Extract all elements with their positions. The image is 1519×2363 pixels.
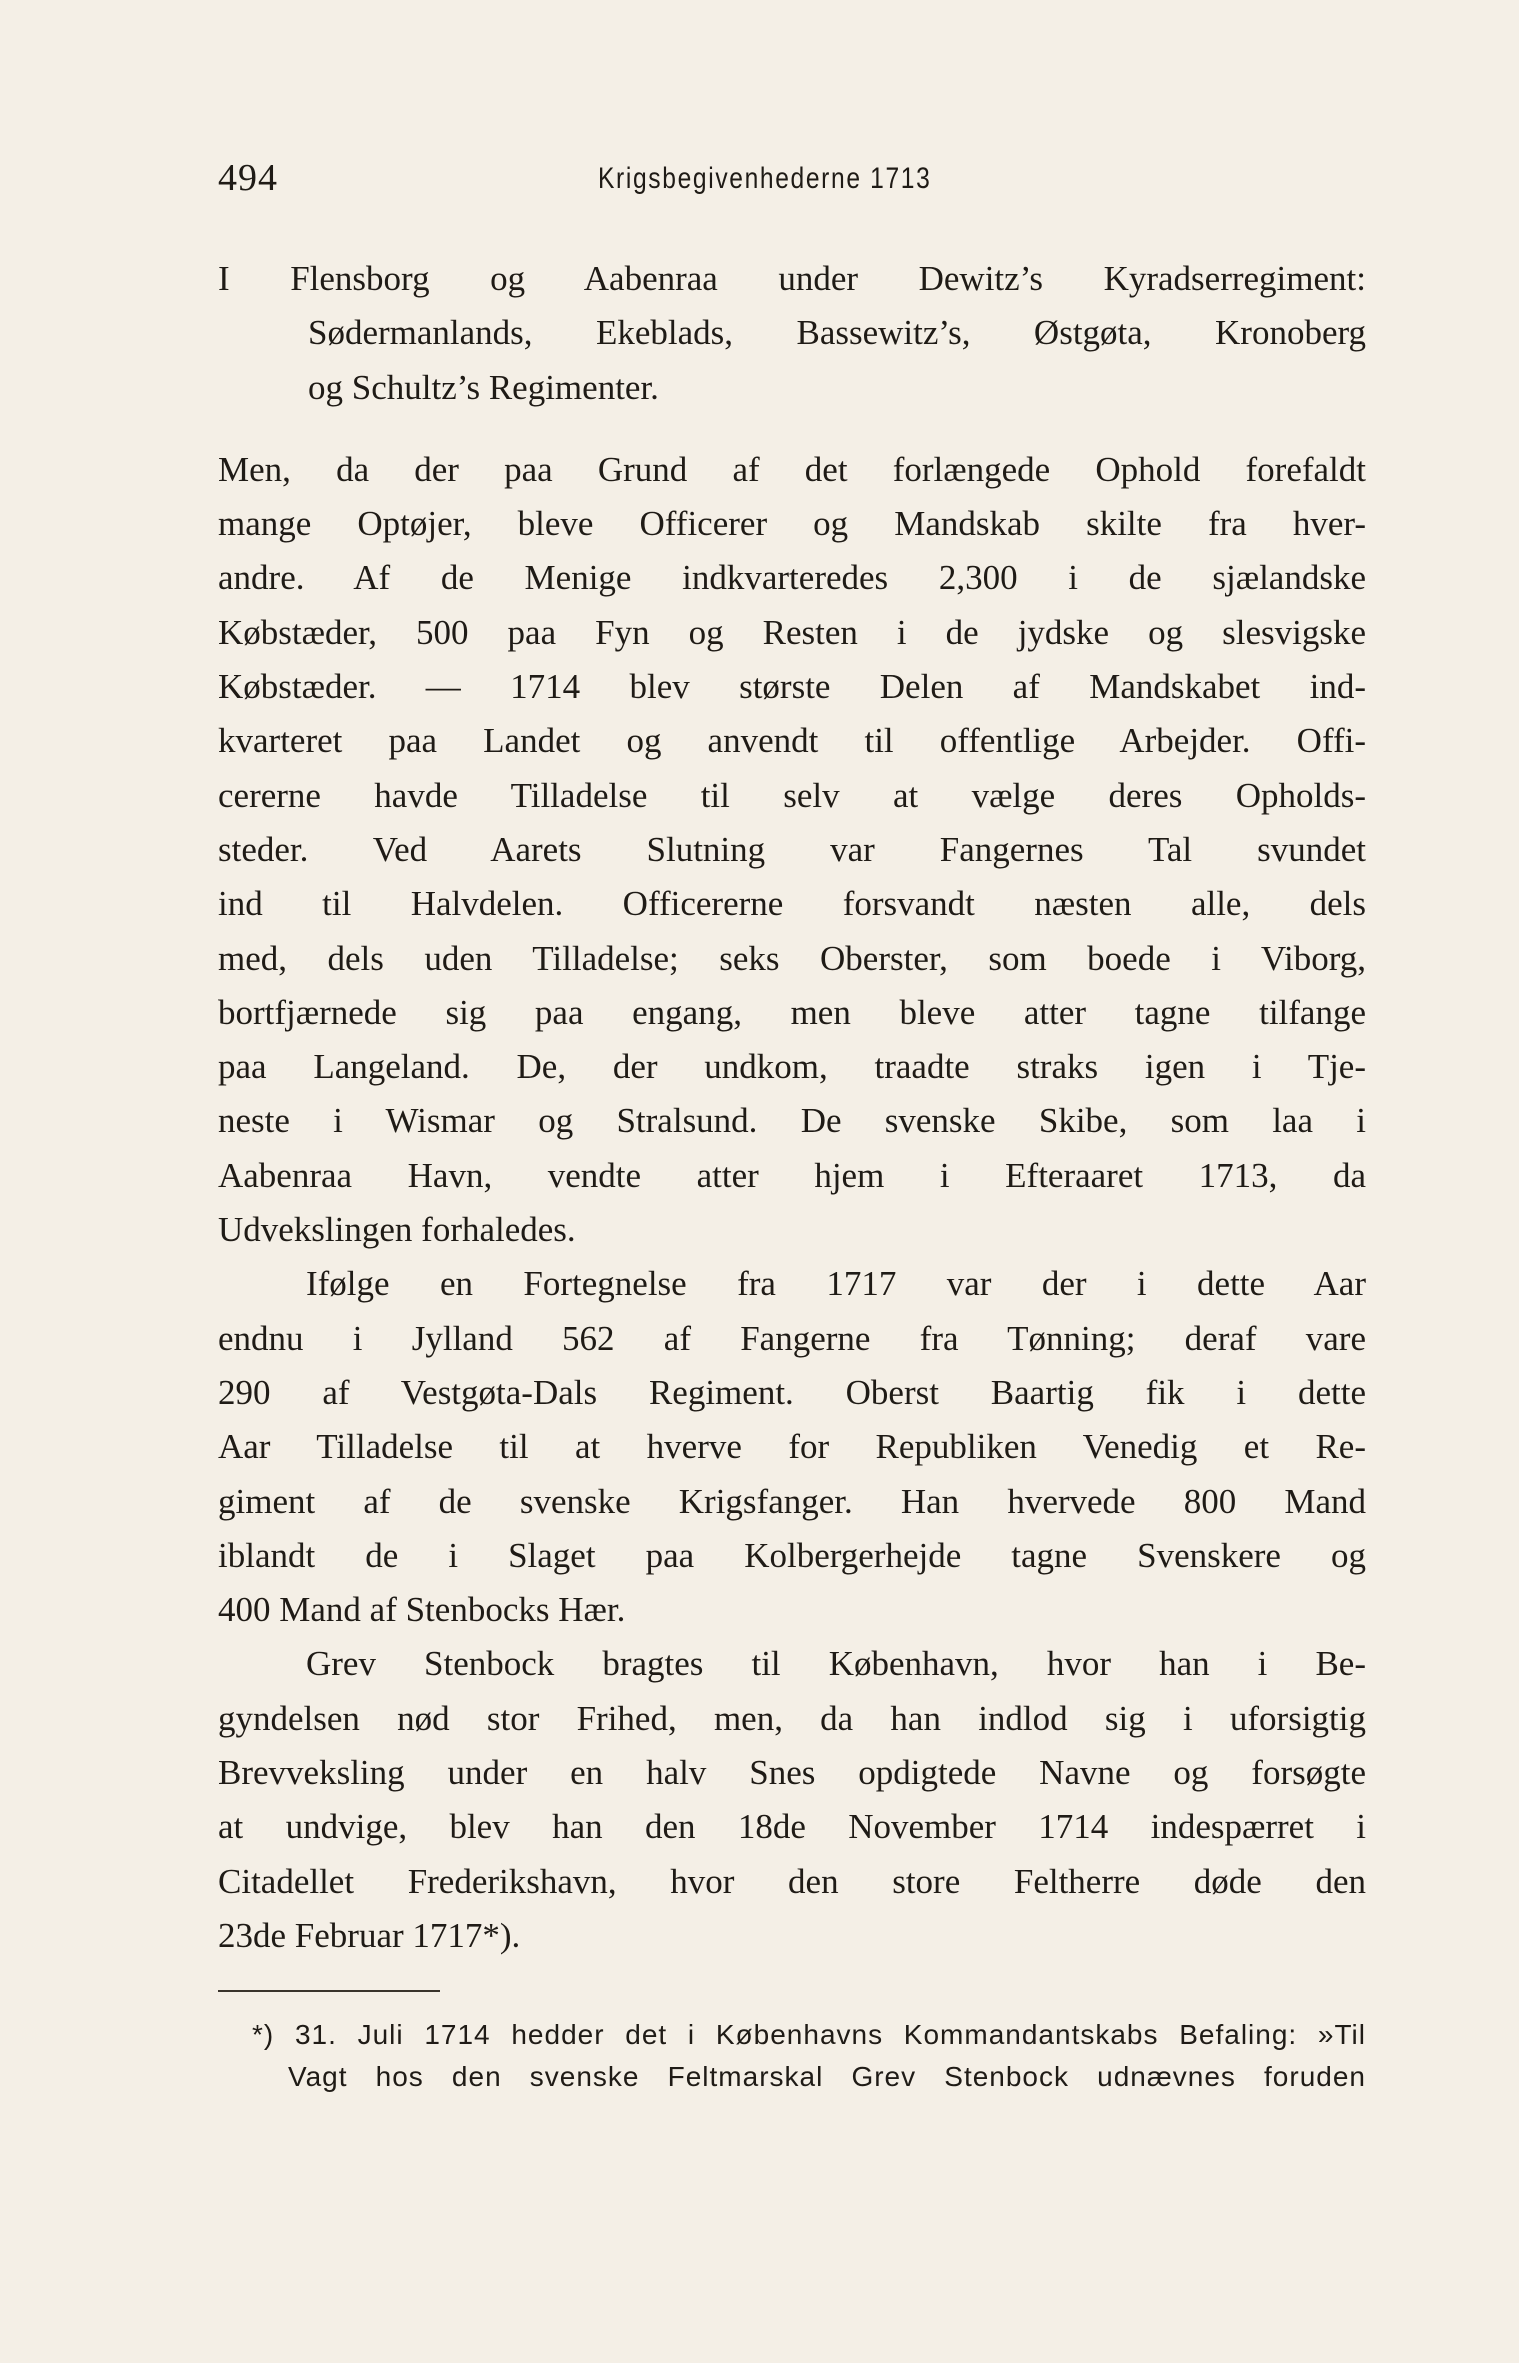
running-title: Krigsbegivenhederne 1713 bbox=[598, 162, 932, 195]
text-line: iblandt de i Slaget paa Kolbergerhejde tagne Svenskere og bbox=[218, 1535, 1366, 1575]
text-line: Ifølge en Fortegnelse fra 1717 var der i dette Aar bbox=[306, 1264, 1366, 1304]
text-line: I Flensborg og Aabenraa under Dewitz’s Kyradserregiment: bbox=[218, 259, 1366, 298]
footnote-line: *) 31. Juli 1714 hedder det i Københavns Kommandantskabs Befaling: »Til bbox=[252, 2019, 1366, 2050]
text-line: Købstæder. — 1714 blev største Delen af Mandskabet ind- bbox=[218, 667, 1366, 707]
footnote bbox=[218, 2014, 1366, 2098]
footnote-rule bbox=[218, 1990, 440, 1992]
text-line: neste i Wismar og Stralsund. De svenske Skibe, som laa i bbox=[218, 1101, 1366, 1141]
paragraph bbox=[218, 1257, 1366, 1637]
text-line: andre. Af de Menige indkvarteredes 2,300 i de sjælandske bbox=[218, 558, 1366, 598]
text-line: ind til Halvdelen. Officererne forsvandt næsten alle, dels bbox=[218, 884, 1366, 924]
text-line: Grev Stenbock bragtes til København, hvor han i Be- bbox=[306, 1644, 1366, 1684]
text-line: cererne havde Tilladelse til selv at vælge deres Opholds- bbox=[218, 775, 1366, 815]
text-line: Udvekslingen forhaledes. bbox=[218, 1210, 576, 1250]
paragraph-gap bbox=[218, 415, 1366, 443]
text-line: at undvige, blev han den 18de November 1714 indespærret i bbox=[218, 1807, 1366, 1847]
text-line: Aar Tilladelse til at hverve for Republiken Venedig et Re- bbox=[218, 1427, 1366, 1467]
page-number: 494 bbox=[218, 157, 278, 199]
text-line: 290 af Vestgøta-Dals Regiment. Oberst Baartig fik i dette bbox=[218, 1372, 1366, 1412]
text-line: 23de Februar 1717*). bbox=[218, 1915, 521, 1955]
paragraph bbox=[218, 252, 1366, 415]
text-line: bortfjærnede sig paa engang, men bleve atter tagne tilfange bbox=[218, 992, 1366, 1032]
text-line: giment af de svenske Krigsfanger. Han hvervede 800 Mand bbox=[218, 1481, 1366, 1521]
text-line: 400 Mand af Stenbocks Hær. bbox=[218, 1590, 626, 1630]
text-line: gyndelsen nød stor Frihed, men, da han indlod sig i uforsigtig bbox=[218, 1698, 1366, 1738]
paragraph bbox=[218, 443, 1366, 1257]
text-line: Købstæder, 500 paa Fyn og Resten i de jydske og slesvigske bbox=[218, 612, 1366, 652]
running-head bbox=[218, 156, 1368, 206]
text-line: Men, da der paa Grund af det forlængede Ophold forefaldt bbox=[218, 449, 1366, 489]
body-text bbox=[218, 252, 1366, 1963]
text-line: steder. Ved Aarets Slutning var Fangernes Tal svundet bbox=[218, 829, 1366, 869]
footnote-line: Vagt hos den svenske Feltmarskal Grev Stenbock udnævnes foruden bbox=[288, 2061, 1366, 2092]
text-line: mange Optøjer, bleve Officerer og Mandskab skilte fra hver- bbox=[218, 504, 1366, 544]
text-line: kvarteret paa Landet og anvendt til offentlige Arbejder. Offi- bbox=[218, 721, 1366, 761]
text-line: Citadellet Frederikshavn, hvor den store Feltherre døde den bbox=[218, 1861, 1366, 1901]
paragraph bbox=[218, 1637, 1366, 1963]
text-line: Brevveksling under en halv Snes opdigtede Navne og forsøgte bbox=[218, 1753, 1366, 1793]
text-line: endnu i Jylland 562 af Fangerne fra Tønning; deraf vare bbox=[218, 1318, 1366, 1358]
text-line: Aabenraa Havn, vendte atter hjem i Efteraaret 1713, da bbox=[218, 1155, 1366, 1195]
text-line: paa Langeland. De, der undkom, traadte straks igen i Tje- bbox=[218, 1047, 1366, 1087]
text-line: med, dels uden Tilladelse; seks Oberster, som boede i Viborg, bbox=[218, 938, 1366, 978]
text-line: og Schultz’s Regimenter. bbox=[308, 367, 659, 407]
text-line: Sødermanlands, Ekeblads, Bassewitz’s, Østgøta, Kronoberg bbox=[308, 313, 1366, 353]
